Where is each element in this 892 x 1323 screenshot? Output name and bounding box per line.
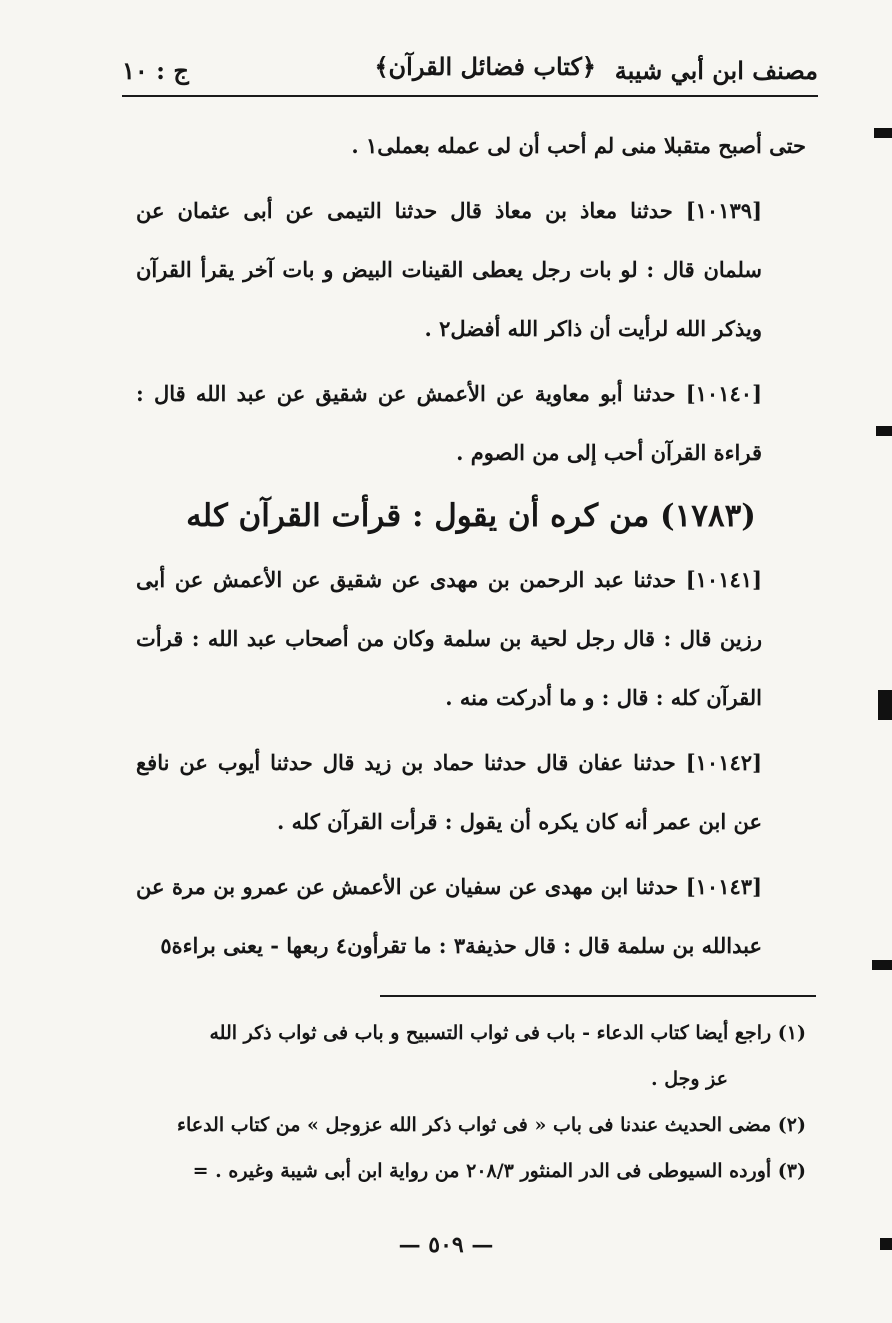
footnotes (136, 1010, 806, 1194)
hadith-10141: [١٠١٤١] حدثنا عبد الرحمن بن مهدى عن شقيق عن الأعمش عن أبى رزين قال : قال رجل لحية بن سلمة وكان من أصحاب عبد الله : قرأت القرآن كله : قال : و ما أدركت منه . (136, 567, 762, 710)
hadith-10139: [١٠١٣٩] حدثنا معاذ بن معاذ قال حدثنا التيمى عن أبى عثمان عن سلمان قال : لو بات رجل يعطى القينات البيض و بات آخر يقرأ القرآن ويذكر الله لرأيت أن ذاكر الله أفضل٢ . (136, 198, 762, 341)
footnote-1-continued: عز وجل . (651, 1068, 728, 1090)
header-rule (122, 95, 818, 97)
scan-mark (876, 426, 892, 436)
running-header (122, 48, 818, 94)
hadith-10142: [١٠١٤٢] حدثنا عفان قال حدثنا حماد بن زيد قال حدثنا أيوب عن نافع عن ابن عمر أنه كان يكره أن يقول : قرأت القرآن كله . (136, 750, 762, 834)
text-line: حتى أصبح متقبلا منى لم أحب أن لى عمله بعملى١ . (351, 133, 806, 158)
scan-mark (880, 1238, 892, 1250)
footnote-rule (380, 995, 816, 997)
page-number: — ٥٠٩ — (398, 1232, 494, 1258)
main-text (136, 116, 806, 981)
scan-mark (874, 128, 892, 138)
book-title: مصنف ابن أبي شيبة (614, 56, 818, 85)
chapter-heading: (١٧٨٣) من كره أن يقول : قرأت القرآن كله (186, 498, 756, 534)
footnote-3: (٣) أورده السيوطى فى الدر المنثور ٢٠٨/٣ من رواية ابن أبى شيبة وغيره . = (192, 1160, 806, 1182)
footnote-2: (٢) مضى الحديث عندنا فى باب « فى ثواب ذكر الله عزوجل » من كتاب الدعاء (177, 1114, 806, 1136)
section-title: ﴿كتاب فضائل القرآن﴾ (374, 52, 596, 81)
scan-mark (872, 960, 892, 970)
hadith-10143: [١٠١٤٣] حدثنا ابن مهدى عن سفيان عن الأعمش عن عمرو بن مرة عن عبدالله بن سلمة قال : قال حذيفة٣ : ما تقرأون٤ ربعها - يعنى براءة٥ (136, 874, 762, 958)
hadith-10140: [١٠١٤٠] حدثنا أبو معاوية عن الأعمش عن شقيق عن عبد الله قال : قراءة القرآن أحب إلى من الصوم . (136, 381, 762, 465)
volume-number: ج : ١٠ (122, 56, 189, 85)
footnote-1: (١) راجع أيضا كتاب الدعاء - باب فى ثواب التسبيح و باب فى ثواب ذكر الله (209, 1022, 806, 1044)
scan-mark (878, 690, 892, 720)
